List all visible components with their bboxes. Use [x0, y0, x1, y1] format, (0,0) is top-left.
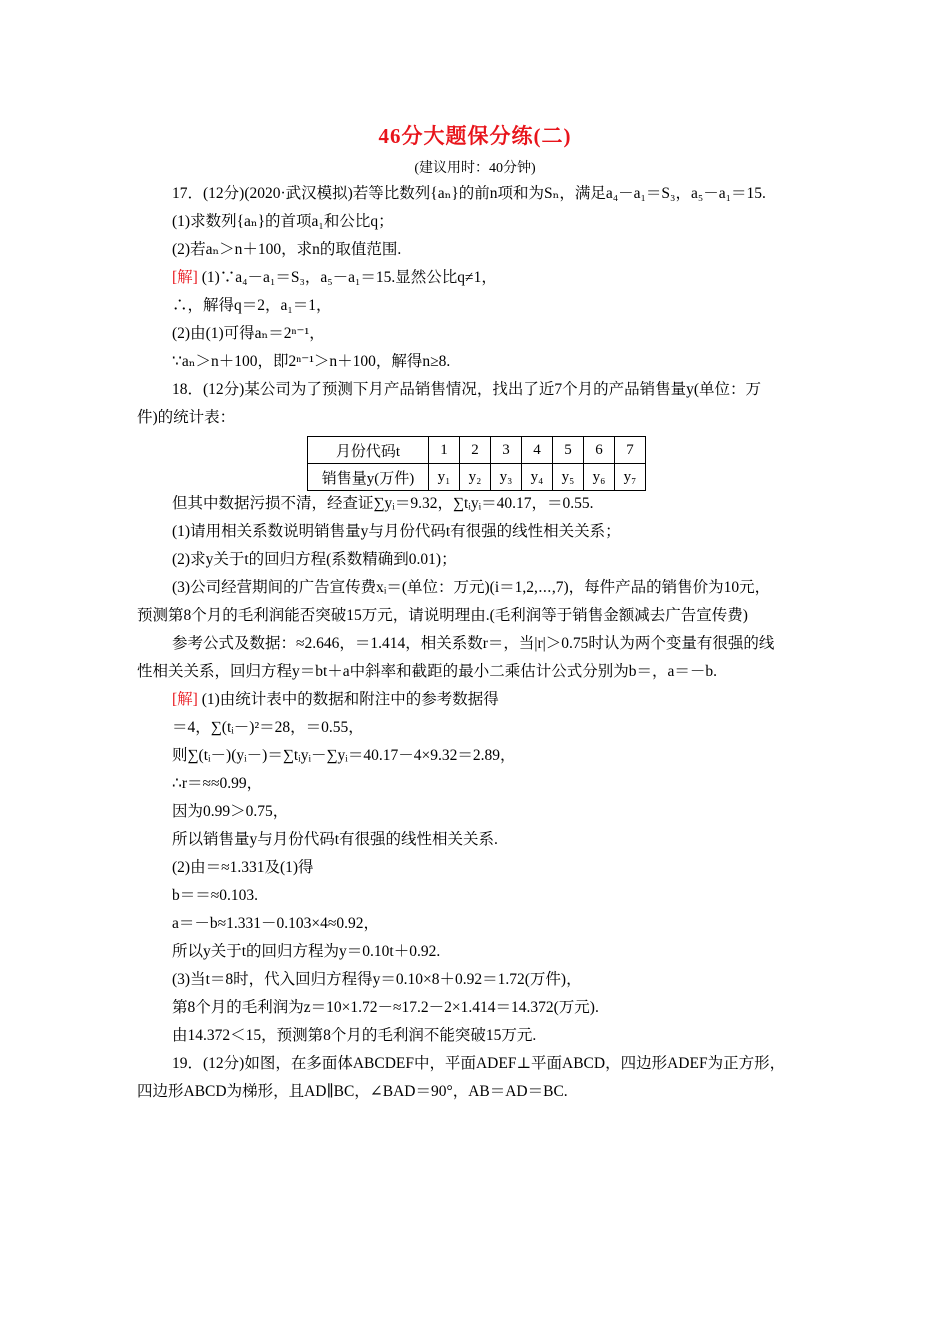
table-cell: 7 [615, 437, 646, 464]
table-header-cell: 月份代码t [308, 437, 429, 464]
table-cell: 3 [491, 437, 522, 464]
solution-17-line4: ∵aₙ＞n＋100，即2ⁿ⁻¹＞n＋100，解得n≥8. [172, 353, 451, 370]
problem-18-statement: 18．(12分)某公司为了预测下月产品销售情况，找出了近7个月的产品销售量y(单位：万 [172, 381, 761, 398]
table-cell: y₇ [615, 464, 646, 491]
solution-18-line7: (2)由＝≈1.331及(1)得 [172, 859, 314, 876]
solution-18-line8: b＝＝≈0.103. [172, 887, 259, 904]
problem-18-reference-cont: 性相关关系，回归方程y＝bt＋a中斜率和截距的最小二乘估计公式分别为b＝，a＝－b. [137, 663, 717, 680]
table-cell: 2 [460, 437, 491, 464]
problem-19-statement: 19．(12分)如图，在多面体ABCDEF中，平面ADEF⊥平面ABCD，四边形ADEF为正方形， [172, 1055, 786, 1072]
table-cell: y₂ [460, 464, 491, 491]
solution-18-line6: 所以销售量y与月份代码t有很强的线性相关关系. [172, 831, 498, 848]
problem-18-data: 但其中数据污损不清，经查证∑yᵢ＝9.32，∑tᵢyᵢ＝40.17，＝0.55. [172, 495, 594, 512]
sales-table [307, 436, 646, 491]
table-cell: y₅ [553, 464, 584, 491]
solution-18-line1: [解] (1)由统计表中的数据和附注中的参考数据得 [172, 691, 499, 708]
solution-18-line11: (3)当t＝8时，代入回归方程得y＝0.10×8＋0.92＝1.72(万件)， [172, 971, 582, 988]
table-cell: y₃ [491, 464, 522, 491]
table-cell: y₆ [584, 464, 615, 491]
table-cell: 1 [429, 437, 460, 464]
problem-18-part3-cont: 预测第8个月的毛利润能否突破15万元，请说明理由.(毛利润等于销售金额减去广告宣传费) [137, 607, 748, 624]
solution-18-line12: 第8个月的毛利润为z＝10×1.72－≈17.2－2×1.414＝14.372(万元). [172, 999, 599, 1016]
solution-tag: [解] [172, 269, 198, 286]
page-subtitle: (建议用时：40分钟) [414, 161, 536, 176]
table-row [308, 464, 646, 491]
problem-17-part1: (1)求数列{aₙ}的首项a₁和公比q； [172, 213, 394, 230]
table-cell: 5 [553, 437, 584, 464]
solution-17-line1: [解] (1)∵a₄－a₁＝S₃，a₅－a₁＝15.显然公比q≠1， [172, 269, 497, 286]
solution-17-line3: (2)由(1)可得aₙ＝2ⁿ⁻¹， [172, 325, 325, 342]
page-title: 46分大题保分练(二) [378, 124, 572, 148]
problem-18-part1: (1)请用相关系数说明销售量y与月份代码t有很强的线性相关关系； [172, 523, 621, 540]
problem-18-part3: (3)公司经营期间的广告宣传费xᵢ＝(单位：万元)(i＝1,2,⋯,7)，每件产品的销售价为10元， [172, 579, 771, 596]
table-cell: 6 [584, 437, 615, 464]
solution-18-line3: 则∑(tᵢ－)(yᵢ－)＝∑tᵢyᵢ－∑yᵢ＝40.17－4×9.32＝2.89， [172, 747, 516, 764]
solution-18-line5: 因为0.99＞0.75， [172, 803, 289, 820]
solution-18-line4: ∴r＝≈≈0.99， [172, 775, 263, 792]
problem-19-statement-cont: 四边形ABCD为梯形，且AD∥BC，∠BAD＝90°，AB＝AD＝BC. [137, 1083, 568, 1100]
solution-18-line13: 由14.372＜15，预测第8个月的毛利润不能突破15万元. [172, 1027, 537, 1044]
problem-17-part2: (2)若aₙ＞n＋100，求n的取值范围. [172, 241, 402, 258]
problem-18-part2: (2)求y关于t的回归方程(系数精确到0.01)； [172, 551, 457, 568]
problem-18-reference: 参考公式及数据：≈2.646，＝1.414，相关系数r＝，当|r|＞0.75时认为两个变量有很强的线 [172, 635, 775, 652]
problem-18-statement-cont: 件)的统计表： [137, 409, 236, 426]
table-row [308, 437, 646, 464]
solution-18-line9: a＝－b≈1.331－0.103×4≈0.92， [172, 915, 380, 932]
table-cell: 4 [522, 437, 553, 464]
solution-18-line2: ＝4，∑(tᵢ－)²＝28，＝0.55， [172, 719, 364, 736]
table-cell: y₄ [522, 464, 553, 491]
table-header-cell: 销售量y(万件) [308, 464, 429, 491]
problem-17-statement: 17．(12分)(2020·武汉模拟)若等比数列{aₙ}的前n项和为Sₙ，满足a₄－a₁＝S₃，a₅－a₁＝15. [172, 185, 766, 202]
solution-tag: [解] [172, 691, 198, 708]
solution-17-line2: ∴，解得q＝2，a₁＝1， [172, 297, 332, 314]
table-cell: y₁ [429, 464, 460, 491]
solution-18-line10: 所以y关于t的回归方程为y＝0.10t＋0.92. [172, 943, 441, 960]
